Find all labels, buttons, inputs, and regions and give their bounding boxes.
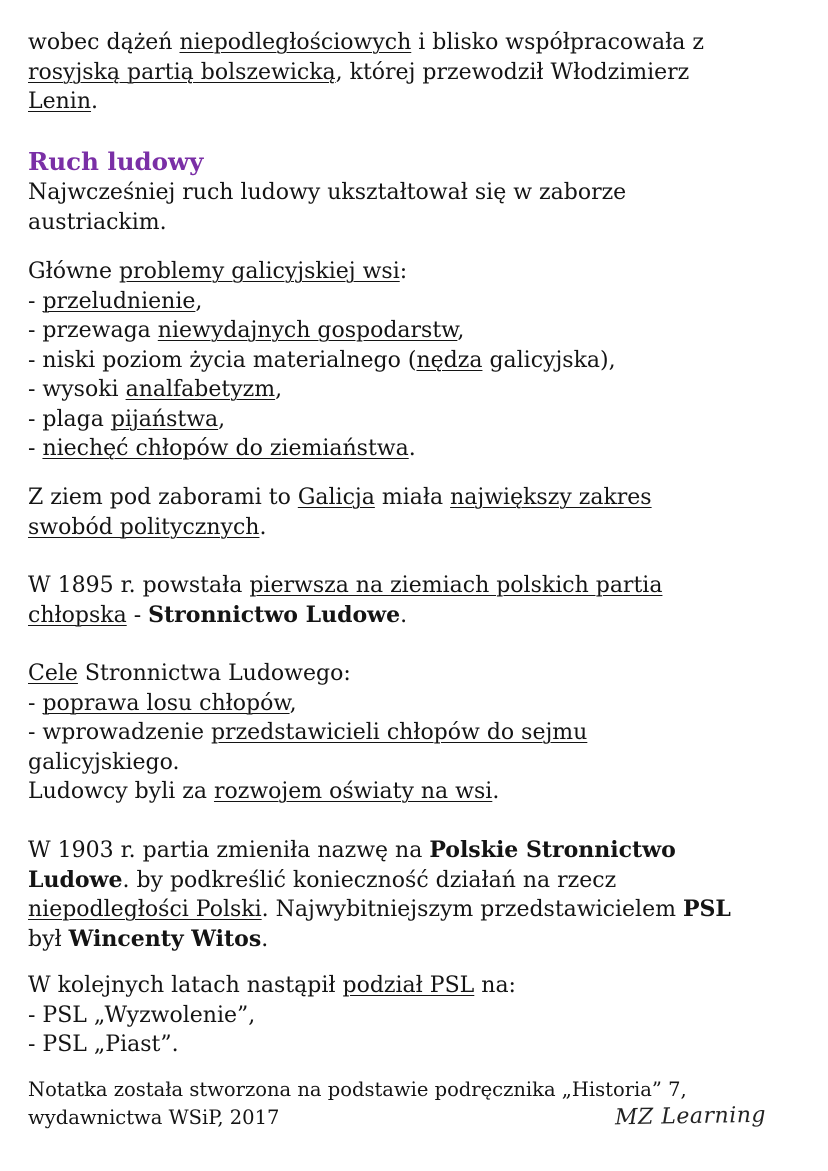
- signature: MZ Learning: [614, 1102, 767, 1131]
- underlined-term: pijaństwa: [110, 406, 219, 432]
- list-item: [28, 405, 616, 435]
- list-item: [28, 346, 616, 376]
- text: - przewaga: [28, 318, 158, 343]
- text: ,: [275, 377, 283, 402]
- bold-term: Wincenty Witos: [68, 925, 262, 952]
- problems-title: [28, 257, 616, 287]
- intro-line-2: [28, 58, 704, 88]
- text: . by podkreślić konieczność działań na rzecz: [122, 867, 617, 893]
- text: wobec dążeń: [28, 30, 180, 55]
- goals-note: [28, 777, 587, 807]
- goals-block: [28, 659, 587, 807]
- text: i blisko współpracowała z: [411, 30, 704, 55]
- psl1903-line-2: [28, 866, 731, 896]
- psl1903-line-3: [28, 895, 731, 925]
- text: był: [28, 926, 69, 952]
- text: .: [400, 602, 408, 628]
- list-item-continuation: galicyjskiego.: [28, 749, 180, 775]
- underlined-term: analfabetyzm: [125, 377, 276, 402]
- text: .: [261, 926, 269, 952]
- underlined-term: rozwojem oświaty na wsi: [213, 779, 493, 804]
- text: Ludowcy byli za: [28, 779, 214, 804]
- text: :: [399, 259, 408, 284]
- underlined-term: pierwsza na ziemiach polskich partia: [249, 573, 663, 598]
- footer-line-2: wydawnictwa WSiP, 2017: [28, 1106, 280, 1129]
- bold-term: PSL: [682, 896, 731, 922]
- underlined-term: niepodległościowych: [179, 30, 412, 55]
- underlined-term: podział PSL: [342, 973, 475, 998]
- footer-note: [28, 1076, 687, 1132]
- list-item: [28, 316, 616, 346]
- bold-term: Polskie Stronnictwo: [429, 837, 676, 863]
- psl1903-line-4: [28, 925, 731, 955]
- text: galicyjska),: [482, 347, 616, 373]
- split-title: [28, 971, 516, 1001]
- text: na:: [474, 973, 516, 998]
- underlined-term: nędza: [416, 347, 483, 373]
- text: Z ziem pod zaborami to: [28, 485, 298, 510]
- bold-term: Stronnictwo Ludowe: [148, 601, 401, 628]
- lead-line-2: austriackim.: [28, 209, 167, 235]
- psl1903-line-1: [28, 836, 731, 866]
- list-item: [28, 287, 616, 317]
- galicja-line-2: [28, 513, 652, 543]
- sl1895-line-2: [28, 601, 662, 631]
- intro-line-3: [28, 87, 704, 117]
- text: -: [28, 436, 43, 461]
- text: -: [28, 690, 43, 716]
- intro-paragraph: [28, 28, 704, 117]
- underlined-term: rosyjską partią bolszewicką: [28, 59, 336, 85]
- list-item: - PSL „Piast”.: [28, 1032, 179, 1057]
- underlined-term: niepodległości Polski: [28, 897, 262, 922]
- text: ,: [195, 288, 203, 314]
- underlined-term: problemy galicyjskiej wsi: [118, 259, 400, 284]
- underlined-term: przedstawicieli chłopów do sejmu: [210, 720, 588, 745]
- text: W 1895 r. powstała: [28, 573, 250, 598]
- text: - niski poziom życia materialnego (: [28, 347, 417, 373]
- underlined-term: swobód politycznych: [28, 514, 260, 540]
- text: -: [28, 288, 43, 314]
- underlined-term: poprawa losu chłopów: [42, 690, 290, 716]
- list-item: [28, 434, 616, 464]
- text: miała: [374, 485, 451, 510]
- list-item: - PSL „Wyzwolenie”,: [28, 1002, 256, 1028]
- text: ,: [218, 406, 226, 432]
- lead-paragraph: [28, 178, 626, 237]
- text: - wprowadzenie: [28, 720, 211, 745]
- underlined-term: największy zakres: [450, 485, 652, 510]
- lead-line-1: Najwcześniej ruch ludowy ukształtował się w zaborze: [28, 180, 627, 205]
- text: .: [492, 779, 500, 804]
- underlined-term: Galicja: [297, 485, 375, 510]
- text: .: [259, 514, 267, 540]
- text: Stronnictwa Ludowego:: [77, 661, 351, 686]
- galicja-line-1: [28, 483, 652, 513]
- text: - plaga: [28, 406, 111, 432]
- list-item: [28, 689, 587, 719]
- text: .: [91, 89, 99, 114]
- text: . Najwybitniejszym przedstawicielem: [261, 897, 683, 922]
- split-block: [28, 971, 516, 1060]
- text: ,: [289, 690, 297, 716]
- text: - wysoki: [28, 377, 126, 402]
- problems-block: [28, 257, 616, 464]
- underlined-term: niewydajnych gospodarstw: [157, 318, 458, 343]
- underlined-term: Lenin: [28, 89, 92, 114]
- text: ,: [457, 318, 465, 343]
- text: Główne: [28, 259, 119, 284]
- underlined-term: niechęć chłopów do ziemiaństwa: [42, 436, 409, 461]
- text: W 1903 r. partia zmieniła nazwę na: [28, 838, 430, 863]
- underlined-term: przeludnienie: [42, 288, 196, 314]
- sl1895-paragraph: [28, 571, 662, 630]
- goals-title: [28, 659, 587, 689]
- psl1903-paragraph: [28, 836, 731, 954]
- text: , której przewodził Włodzimierz: [335, 59, 690, 85]
- galicja-paragraph: [28, 483, 652, 542]
- sl1895-line-1: [28, 571, 662, 601]
- bold-term: Ludowe: [28, 866, 123, 893]
- section-heading: Ruch ludowy: [28, 147, 204, 176]
- underlined-term: Cele: [28, 661, 78, 686]
- underlined-term: chłopska: [28, 602, 127, 628]
- text: .: [408, 436, 416, 461]
- list-item: [28, 375, 616, 405]
- list-item: [28, 718, 587, 748]
- footer-line-1: Notatka została stworzona na podstawie podręcznika „Historia” 7,: [28, 1078, 687, 1101]
- intro-line-1: [28, 28, 704, 58]
- text: W kolejnych latach nastąpił: [28, 973, 343, 998]
- text: -: [126, 602, 149, 628]
